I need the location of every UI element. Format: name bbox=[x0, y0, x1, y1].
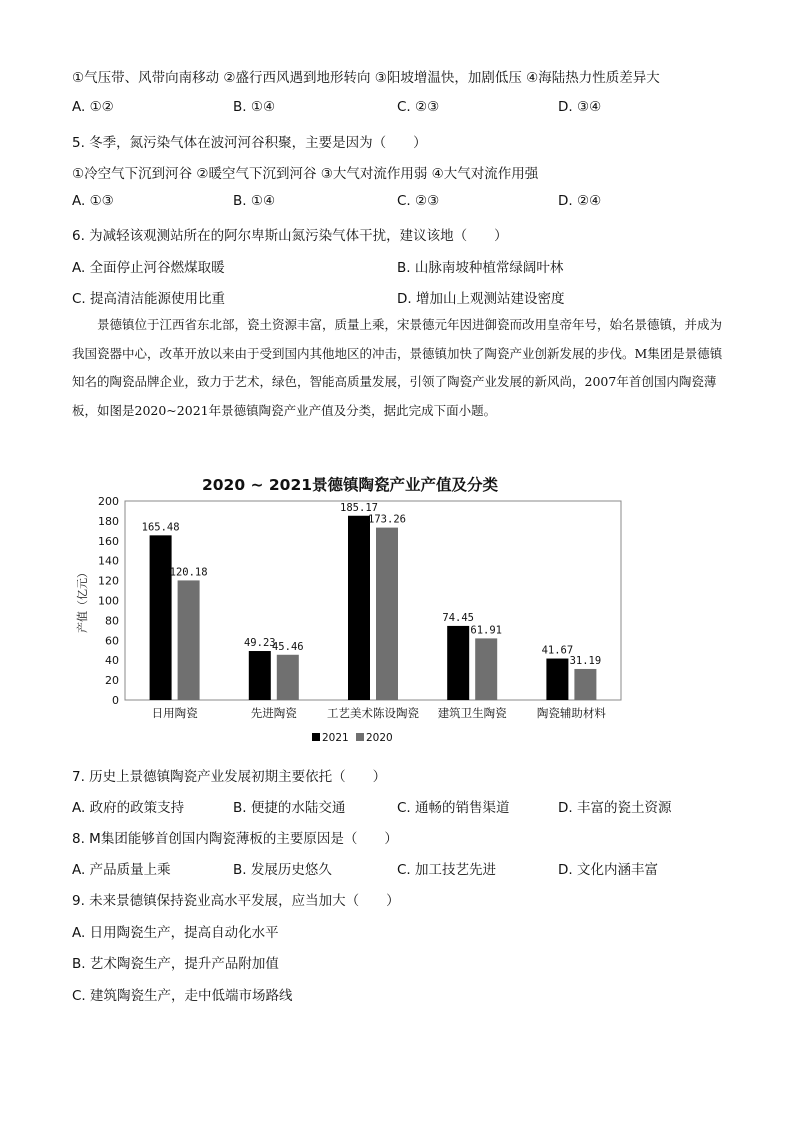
y-tick-label: 140 bbox=[98, 554, 119, 568]
passage: 景德镇位于江西省东北部，瓷土资源丰富，质量上乘，宋景德元年因进御瓷而改用皇帝年号，始名景德镇，并成为我国瓷器中心，改革开放以来由于受到国内其他地区的冲击，景德镇加快了陶瓷产业创新发展的步伐。M集团是景德镇知名的陶瓷品牌企业，致力于艺术，绿色，智能高质量发展，引领了陶瓷产业发展的新风尚，2007年首创国内陶瓷薄板，如图是2020~2021年景德镇陶瓷产业产值及分类，据此完成下面小题。 bbox=[72, 317, 723, 418]
q4-option-d: D. ③④ bbox=[558, 99, 602, 115]
category-label: 日用陶瓷 bbox=[151, 706, 198, 720]
bar-2020-4 bbox=[475, 638, 497, 700]
data-label-2021-1: 165.48 bbox=[141, 521, 180, 534]
category-label: 先进陶瓷 bbox=[250, 706, 297, 720]
q9-option-a: A. 日用陶瓷生产，提高自动化水平 bbox=[72, 925, 279, 941]
data-label-2020-5: 31.19 bbox=[569, 654, 602, 667]
q5-option-d: D. ②④ bbox=[558, 193, 602, 209]
bar-2021-5 bbox=[546, 659, 568, 700]
legend-label-2020: 2020 bbox=[366, 732, 393, 744]
q6-option-b: B. 山脉南坡种植常绿阔叶林 bbox=[397, 260, 564, 276]
data-label-2020-1: 120.18 bbox=[169, 566, 208, 579]
y-tick-label: 80 bbox=[105, 614, 119, 628]
y-tick-label: 160 bbox=[98, 534, 119, 548]
bar-2021-4 bbox=[447, 626, 469, 700]
q8-option-a: A. 产品质量上乘 bbox=[72, 862, 171, 878]
q5-statements: ①冷空气下沉到河谷 ②暖空气下沉到河谷 ③大气对流作用弱 ④大气对流作用强 bbox=[72, 166, 539, 182]
data-label-2021-5: 41.67 bbox=[541, 644, 574, 657]
y-axis-label: 产值（亿元） bbox=[76, 567, 89, 633]
data-label-2021-2: 49.23 bbox=[243, 637, 276, 650]
bar-2021-2 bbox=[249, 651, 271, 700]
q4-option-a: A. ①② bbox=[72, 99, 114, 115]
bar-2020-1 bbox=[178, 580, 200, 700]
q5-option-c: C. ②③ bbox=[397, 193, 440, 209]
data-label-2020-4: 61.91 bbox=[470, 624, 503, 637]
data-label-2020-2: 45.46 bbox=[271, 640, 304, 653]
q9-option-c: C. 建筑陶瓷生产，走中低端市场路线 bbox=[72, 988, 293, 1004]
q5-option-a: A. ①③ bbox=[72, 193, 114, 209]
y-tick-label: 100 bbox=[98, 594, 119, 608]
data-label-2021-4: 74.45 bbox=[442, 611, 475, 624]
y-tick-label: 120 bbox=[98, 574, 119, 588]
q8-option-c: C. 加工技艺先进 bbox=[397, 862, 497, 878]
bar-2021-1 bbox=[150, 535, 172, 700]
q7-option-a: A. 政府的政策支持 bbox=[72, 800, 185, 816]
q8-option-d: D. 文化内涵丰富 bbox=[558, 862, 658, 878]
y-tick-label: 60 bbox=[105, 634, 119, 648]
q5-stem: 5. 冬季，氮污染气体在波河河谷积聚，主要是因为（ ） bbox=[72, 135, 427, 151]
y-tick-label: 180 bbox=[98, 514, 119, 528]
bar-2020-5 bbox=[574, 669, 596, 700]
q4-statements: ①气压带、风带向南移动 ②盛行西风遇到地形转向 ③阳坡增温快，加剧低压 ④海陆热力性质差异大 bbox=[72, 70, 660, 86]
q7-option-d: D. 丰富的瓷土资源 bbox=[558, 800, 672, 816]
q8-stem: 8. M集团能够首创国内陶瓷薄板的主要原因是（ ） bbox=[72, 831, 398, 847]
legend-swatch-2021 bbox=[312, 733, 320, 741]
y-tick-label: 0 bbox=[112, 694, 119, 707]
y-tick-label: 40 bbox=[105, 654, 119, 668]
category-label: 建筑卫生陶瓷 bbox=[437, 706, 507, 720]
q6-stem: 6. 为减轻该观测站所在的阿尔卑斯山氮污染气体干扰，建议该地（ ） bbox=[72, 228, 508, 244]
q6-option-a: A. 全面停止河谷燃煤取暖 bbox=[72, 260, 225, 276]
q6-option-c: C. 提高清洁能源使用比重 bbox=[72, 291, 226, 307]
bar-chart bbox=[60, 468, 640, 756]
data-label-2021-3: 185.17 bbox=[340, 501, 378, 514]
q7-option-c: C. 通畅的销售渠道 bbox=[397, 800, 510, 816]
q7-option-b: B. 便捷的水陆交通 bbox=[233, 800, 346, 816]
q7-stem: 7. 历史上景德镇陶瓷产业发展初期主要依托（ ） bbox=[72, 769, 387, 785]
q6-option-d: D. 增加山上观测站建设密度 bbox=[397, 291, 565, 307]
q4-option-b: B. ①④ bbox=[233, 99, 276, 115]
bar-2021-3 bbox=[348, 516, 370, 700]
q9-option-b: B. 艺术陶瓷生产，提升产品附加值 bbox=[72, 956, 279, 972]
data-label-2020-3: 173.26 bbox=[368, 513, 406, 526]
bar-2020-2 bbox=[277, 655, 299, 700]
y-tick-label: 200 bbox=[98, 495, 119, 508]
q8-option-b: B. 发展历史悠久 bbox=[233, 862, 332, 878]
y-tick-label: 20 bbox=[105, 674, 119, 688]
chart-title: 2020 ~ 2021景德镇陶瓷产业产值及分类 bbox=[201, 476, 499, 494]
legend-label-2021: 2021 bbox=[322, 732, 349, 744]
category-label: 陶瓷辅助材料 bbox=[536, 706, 606, 720]
q5-option-b: B. ①④ bbox=[233, 193, 276, 209]
q4-option-c: C. ②③ bbox=[397, 99, 440, 115]
category-label: 工艺美术陈设陶瓷 bbox=[327, 706, 419, 720]
legend-swatch-2020 bbox=[356, 733, 364, 741]
bar-2020-3 bbox=[376, 528, 398, 700]
q9-stem: 9. 未来景德镇保持瓷业高水平发展，应当加大（ ） bbox=[72, 893, 400, 909]
